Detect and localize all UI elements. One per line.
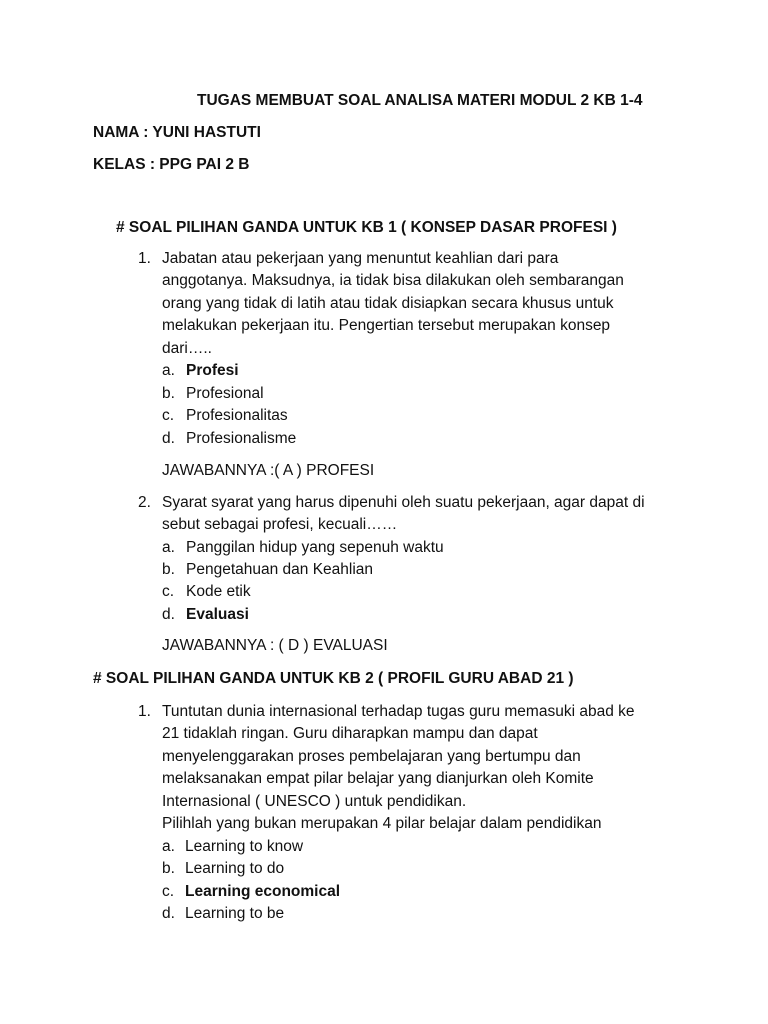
question-text-line: melaksanakan empat pilar belajar yang dianjurkan oleh Komite xyxy=(162,770,594,787)
document-title: TUGAS MEMBUAT SOAL ANALISA MATERI MODUL 2 KB 1-4 xyxy=(197,92,643,109)
student-class: KELAS : PPG PAI 2 B xyxy=(93,156,250,173)
answer-line: JAWABANNYA : ( D ) EVALUASI xyxy=(162,637,388,654)
question-text-line: 21 tidaklah ringan. Guru diharapkan mampu dan dapat xyxy=(162,725,538,742)
question-text-line: orang yang tidak di latih atau tidak disiapkan secara khusus untuk xyxy=(162,295,614,312)
option-text: Profesionalitas xyxy=(186,407,288,424)
option-text: Learning to do xyxy=(185,860,285,877)
option-text-correct: Evaluasi xyxy=(186,606,249,623)
question-text-line: melakukan pekerjaan itu. Pengertian tersebut merupakan konsep xyxy=(162,317,611,334)
option-text-correct: Learning economical xyxy=(185,883,341,900)
question-text-line: menyelenggarakan proses pembelajaran yang bertumpu dan xyxy=(162,748,581,765)
question-text-line: Tuntutan dunia internasional terhadap tugas guru memasuki abad ke xyxy=(162,703,635,720)
option-letter: b. xyxy=(162,860,175,877)
option-text-correct: Profesi xyxy=(186,362,239,379)
option-letter: d. xyxy=(162,905,175,922)
option-letter: c. xyxy=(162,583,175,600)
option-letter: a. xyxy=(162,362,175,379)
student-name: NAMA : YUNI HASTUTI xyxy=(93,124,261,141)
option-text: Profesionalisme xyxy=(186,430,297,447)
option-letter: a. xyxy=(162,539,175,556)
section-heading-kb1: # SOAL PILIHAN GANDA UNTUK KB 1 ( KONSEP DASAR PROFESI ) xyxy=(116,219,617,236)
option-text: Pengetahuan dan Keahlian xyxy=(186,561,374,578)
option-text: Panggilan hidup yang sepenuh waktu xyxy=(186,539,444,556)
question-text-line: Syarat syarat yang harus dipenuhi oleh suatu pekerjaan, agar dapat di xyxy=(162,494,645,511)
option-text: Learning to know xyxy=(185,838,304,855)
option-letter: c. xyxy=(162,407,175,424)
question-text-line: Jabatan atau pekerjaan yang menuntut keahlian dari para xyxy=(162,250,559,267)
option-letter: c. xyxy=(162,883,175,900)
question-number: 1. xyxy=(138,703,151,720)
section-heading-kb2: # SOAL PILIHAN GANDA UNTUK KB 2 ( PROFIL GURU ABAD 21 ) xyxy=(93,670,574,687)
option-text: Learning to be xyxy=(185,905,285,922)
question-number: 2. xyxy=(138,494,151,511)
question-number: 1. xyxy=(138,250,151,267)
option-letter: b. xyxy=(162,561,175,578)
question-text-line: dari….. xyxy=(162,340,212,357)
question-text-line: Internasional ( UNESCO ) untuk pendidikan. xyxy=(162,793,467,810)
option-letter: d. xyxy=(162,606,175,623)
option-letter: d. xyxy=(162,430,175,447)
question-text-line: Pilihlah yang bukan merupakan 4 pilar belajar dalam pendidikan xyxy=(162,815,602,832)
option-text: Profesional xyxy=(186,385,264,402)
option-letter: b. xyxy=(162,385,175,402)
question-text-line: anggotanya. Maksudnya, ia tidak bisa dilakukan oleh sembarangan xyxy=(162,272,624,289)
option-text: Kode etik xyxy=(186,583,251,600)
option-letter: a. xyxy=(162,838,175,855)
question-text-line: sebut sebagai profesi, kecuali…… xyxy=(162,516,398,533)
answer-line: JAWABANNYA :( A ) PROFESI xyxy=(162,462,375,479)
